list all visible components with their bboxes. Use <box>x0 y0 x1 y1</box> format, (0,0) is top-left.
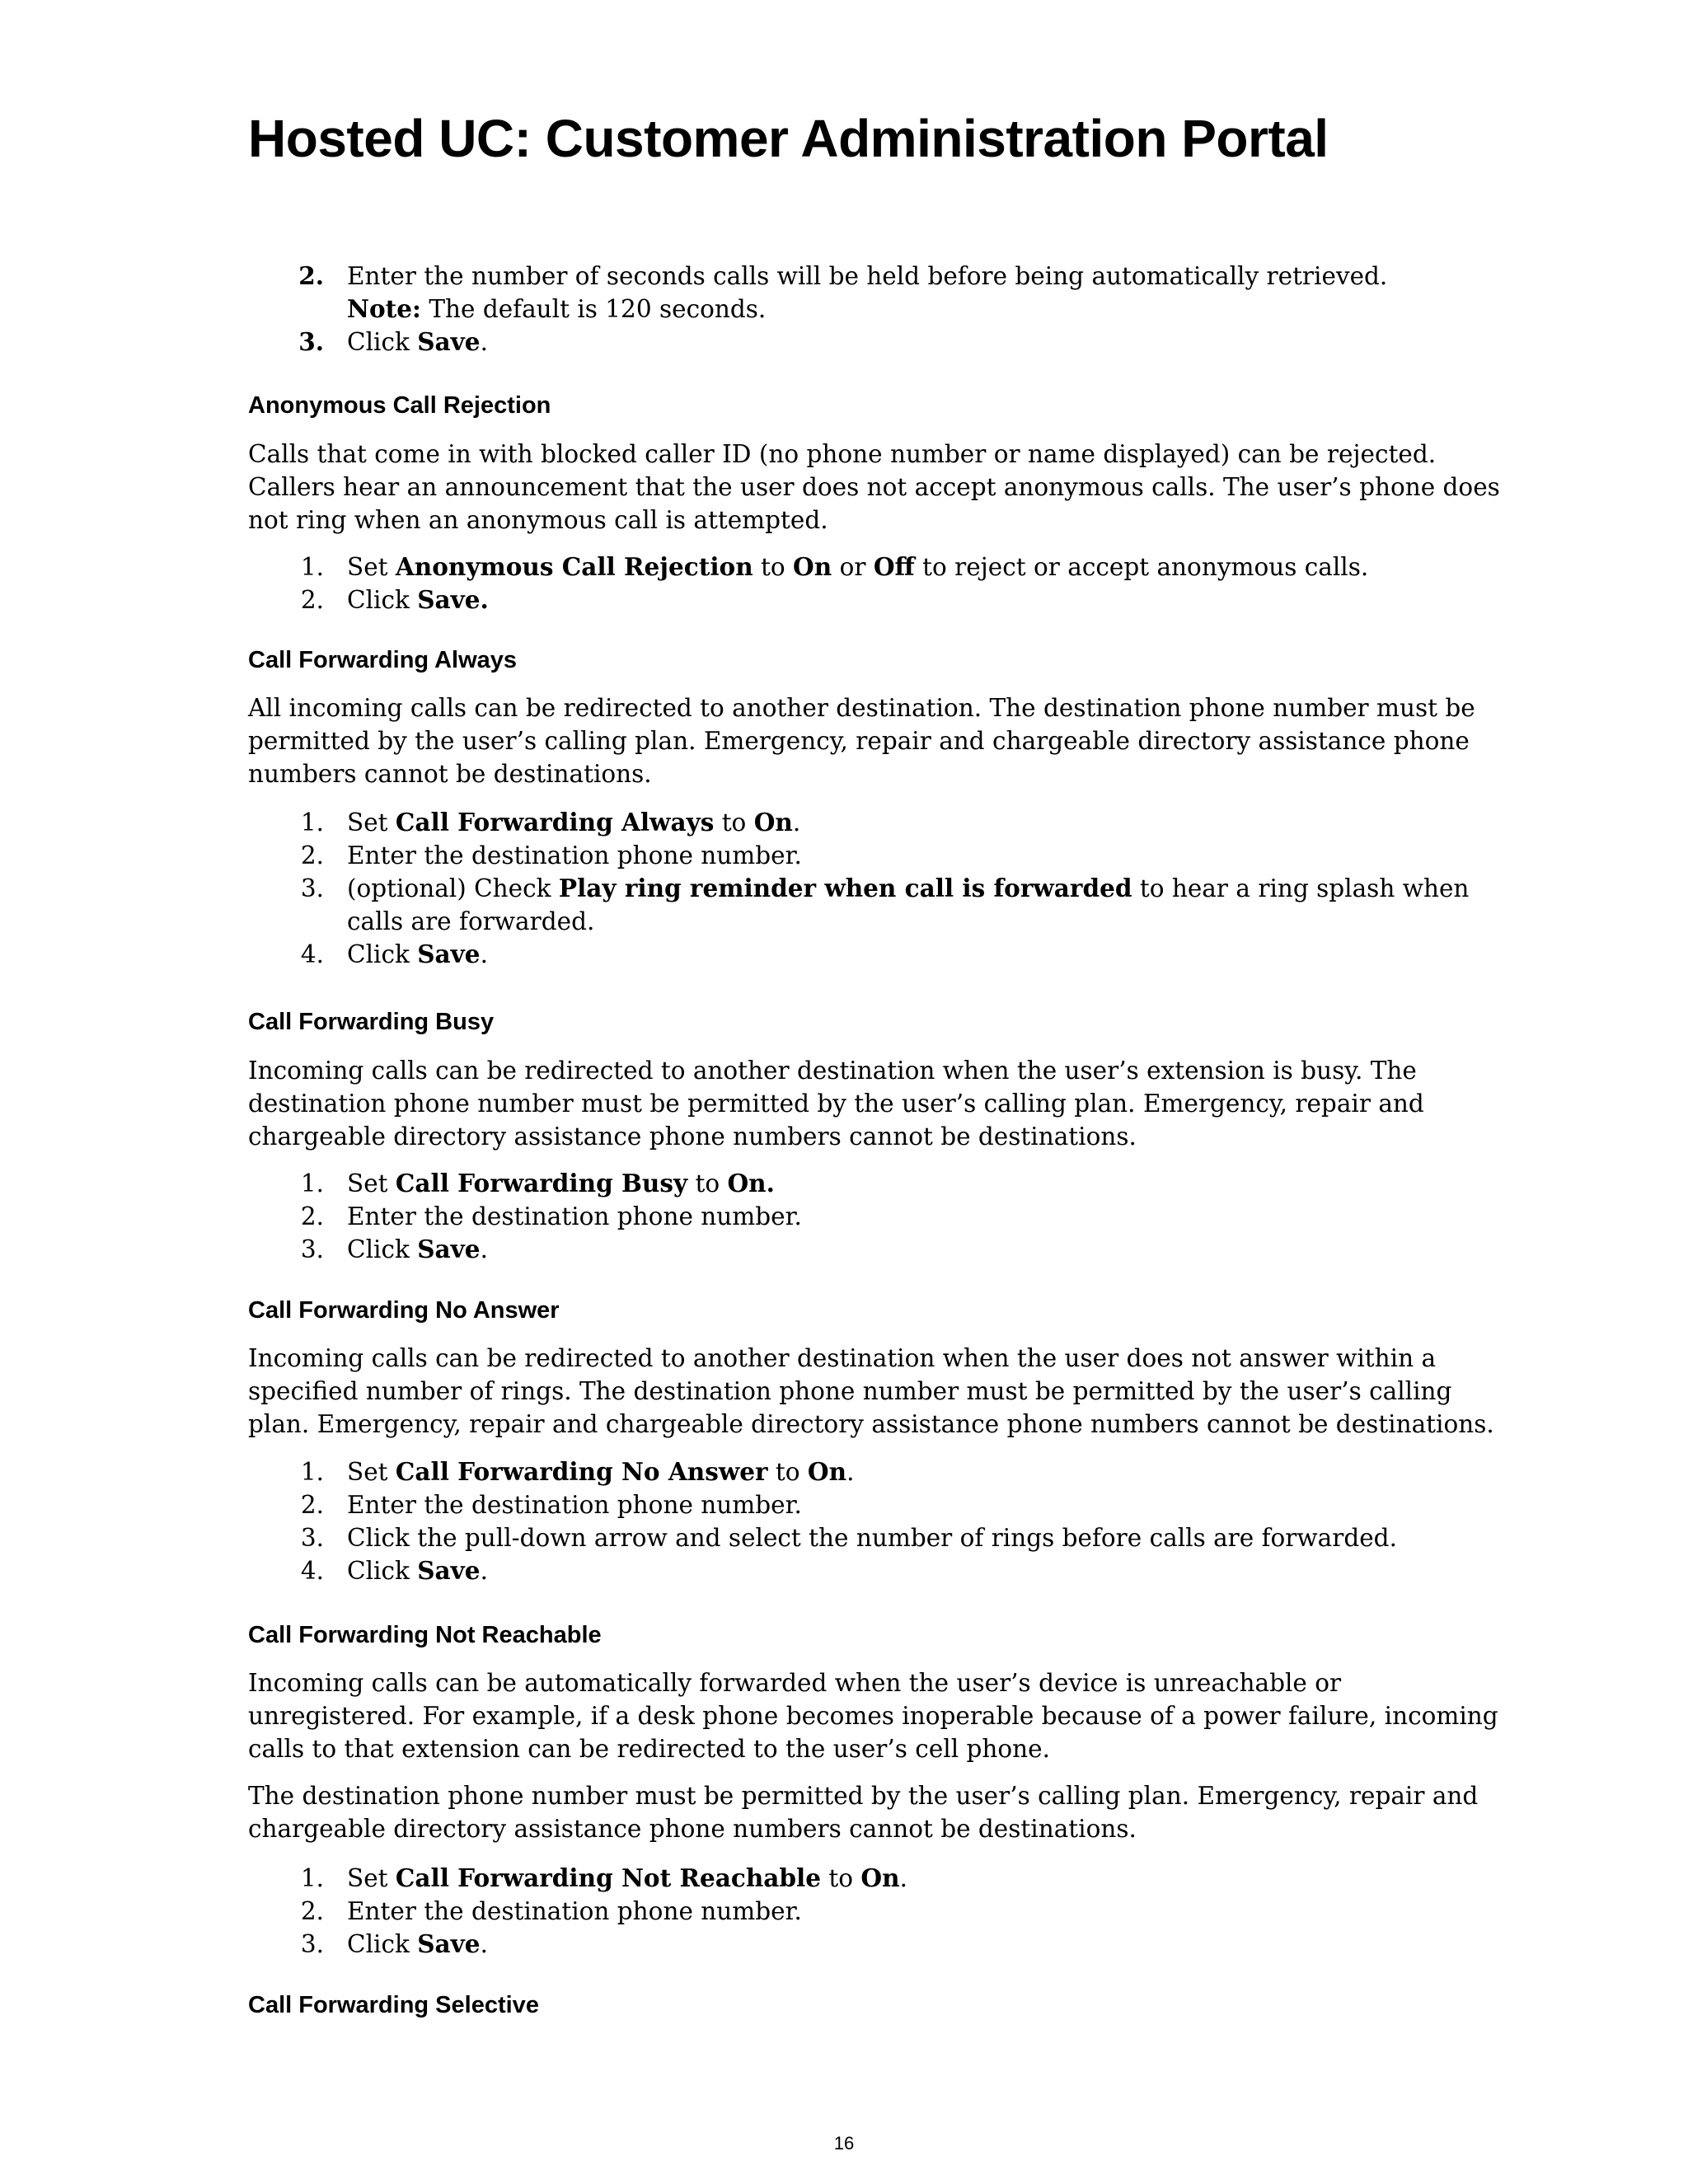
list-item: 1. Set Call Forwarding Not Reachable to On. <box>300 1863 907 1892</box>
section-heading-anonymous: Anonymous Call Rejection <box>248 392 551 419</box>
section-paragraph: Incoming calls can be redirected to another destination when the user does not answer within a specified number of rings. The destination phone number must be permitted by the user’s calling plan. Emergency, repair and chargeable directory assistance phone numbers cannot be destinations. <box>248 1344 1494 1438</box>
steps-list <box>248 1862 907 1961</box>
section-heading-cf-selective: Call Forwarding Selective <box>248 1992 539 2018</box>
steps-list <box>248 1167 802 1266</box>
steps-list <box>248 551 1368 616</box>
list-item: 1. Set Call Forwarding Busy to On. <box>300 1169 775 1197</box>
list-item: 2. Enter the destination phone number. <box>300 1897 802 1925</box>
note-line: Note: The default is 120 seconds. <box>347 294 767 323</box>
list-item: 1. Set Anonymous Call Rejection to On or Off to reject or accept anonymous calls. <box>300 552 1369 581</box>
list-item: 3. Click Save. <box>298 327 488 356</box>
section-paragraph: Calls that come in with blocked caller ID (no phone number or name displayed) can be rejected. Callers hear an announcement that the user does not accept anonymous calls. The user’s phone does not ring when an anonymous call is attempted. <box>248 440 1500 534</box>
section-heading-cf-always: Call Forwarding Always <box>248 647 518 673</box>
list-item: 2. Click Save. <box>300 585 489 614</box>
list-item: 4. Click Save. <box>300 1556 488 1585</box>
section-heading-cf-not-reachable: Call Forwarding Not Reachable <box>248 1622 602 1648</box>
list-item: 2. Enter the destination phone number. <box>300 1491 802 1519</box>
list-item: 2. Enter the destination phone number. <box>300 841 802 869</box>
section-paragraph: Incoming calls can be redirected to another destination when the user’s extension is busy. The destination phone number must be permitted by the user’s calling plan. Emergency, repair and chargeable directory assistance phone numbers cannot be destinations. <box>248 1057 1424 1151</box>
section-heading-cf-busy: Call Forwarding Busy <box>248 1009 495 1035</box>
list-item: 3. Click Save. <box>300 1235 488 1263</box>
section-paragraph: The destination phone number must be permitted by the user’s calling plan. Emergency, repair and chargeable directory assistance phone numbers cannot be destinations. <box>248 1782 1479 1843</box>
section-heading-cf-no-answer: Call Forwarding No Answer <box>248 1297 560 1324</box>
page-title: Hosted UC: Customer Administration Portal <box>248 109 1329 168</box>
list-item: 3. (optional) Check Play ring reminder when call is forwarded to hear a ring splash when <box>300 874 1470 902</box>
section-paragraph: Incoming calls can be automatically forwarded when the user’s device is unreachable or unregistered. For example, if a desk phone becomes inoperable because of a power failure, incoming calls to that extension can be redirected to the user’s cell phone. <box>248 1669 1498 1763</box>
intro-steps <box>248 260 1387 359</box>
steps-list <box>248 806 1469 971</box>
list-item: 2. Enter the destination phone number. <box>300 1202 802 1230</box>
list-item: 1. Set Call Forwarding Always to On. <box>300 808 801 837</box>
list-item: 2. Enter the number of seconds calls will be held before being automatically retrieved. <box>298 261 1388 290</box>
steps-list <box>248 1455 1397 1587</box>
list-item: 3. Click Save. <box>300 1929 488 1958</box>
page-number: 16 <box>833 2133 855 2154</box>
section-paragraph: All incoming calls can be redirected to another destination. The destination phone number must be permitted by the user’s calling plan. Emergency, repair and chargeable directory assistance phone numbers cannot be destinations. <box>248 694 1475 788</box>
list-item: 1. Set Call Forwarding No Answer to On. <box>300 1457 855 1486</box>
list-item: 3. Click the pull-down arrow and select the number of rings before calls are forwarded. <box>300 1524 1397 1552</box>
list-item: 4. Click Save. <box>300 940 488 968</box>
list-item-continuation: calls are forwarded. <box>347 907 595 935</box>
